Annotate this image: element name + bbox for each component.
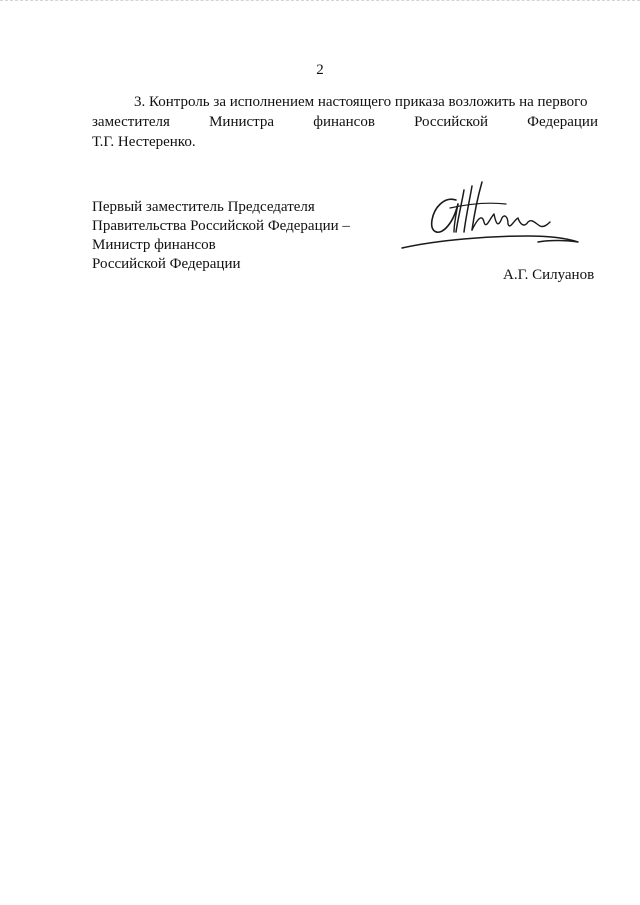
paragraph-line-3: Т.Г. Нестеренко. xyxy=(92,134,196,150)
signatory-title-line: Правительства Российской Федерации – xyxy=(92,218,350,234)
paragraph-word: Министра xyxy=(209,114,275,130)
paragraph-word: заместителя xyxy=(92,114,170,130)
signatory-title-block xyxy=(92,198,350,274)
paragraph-word: финансов xyxy=(313,114,375,130)
order-paragraph-3 xyxy=(92,92,598,152)
paragraph-line-2 xyxy=(92,112,598,132)
handwritten-signature xyxy=(398,178,584,254)
page-number: 2 xyxy=(316,62,324,78)
paragraph-word: Российской xyxy=(414,114,488,130)
paragraph-word: Федерации xyxy=(527,114,598,130)
page-top-edge xyxy=(0,0,640,4)
signatory-title-line: Российской Федерации xyxy=(92,256,241,272)
signer-name: А.Г. Силуанов xyxy=(503,267,595,283)
signatory-title-line: Первый заместитель Председателя xyxy=(92,199,315,215)
signatory-title-line: Министр финансов xyxy=(92,237,216,253)
paragraph-line-1: 3. Контроль за исполнением настоящего приказа возложить на первого xyxy=(134,94,588,110)
